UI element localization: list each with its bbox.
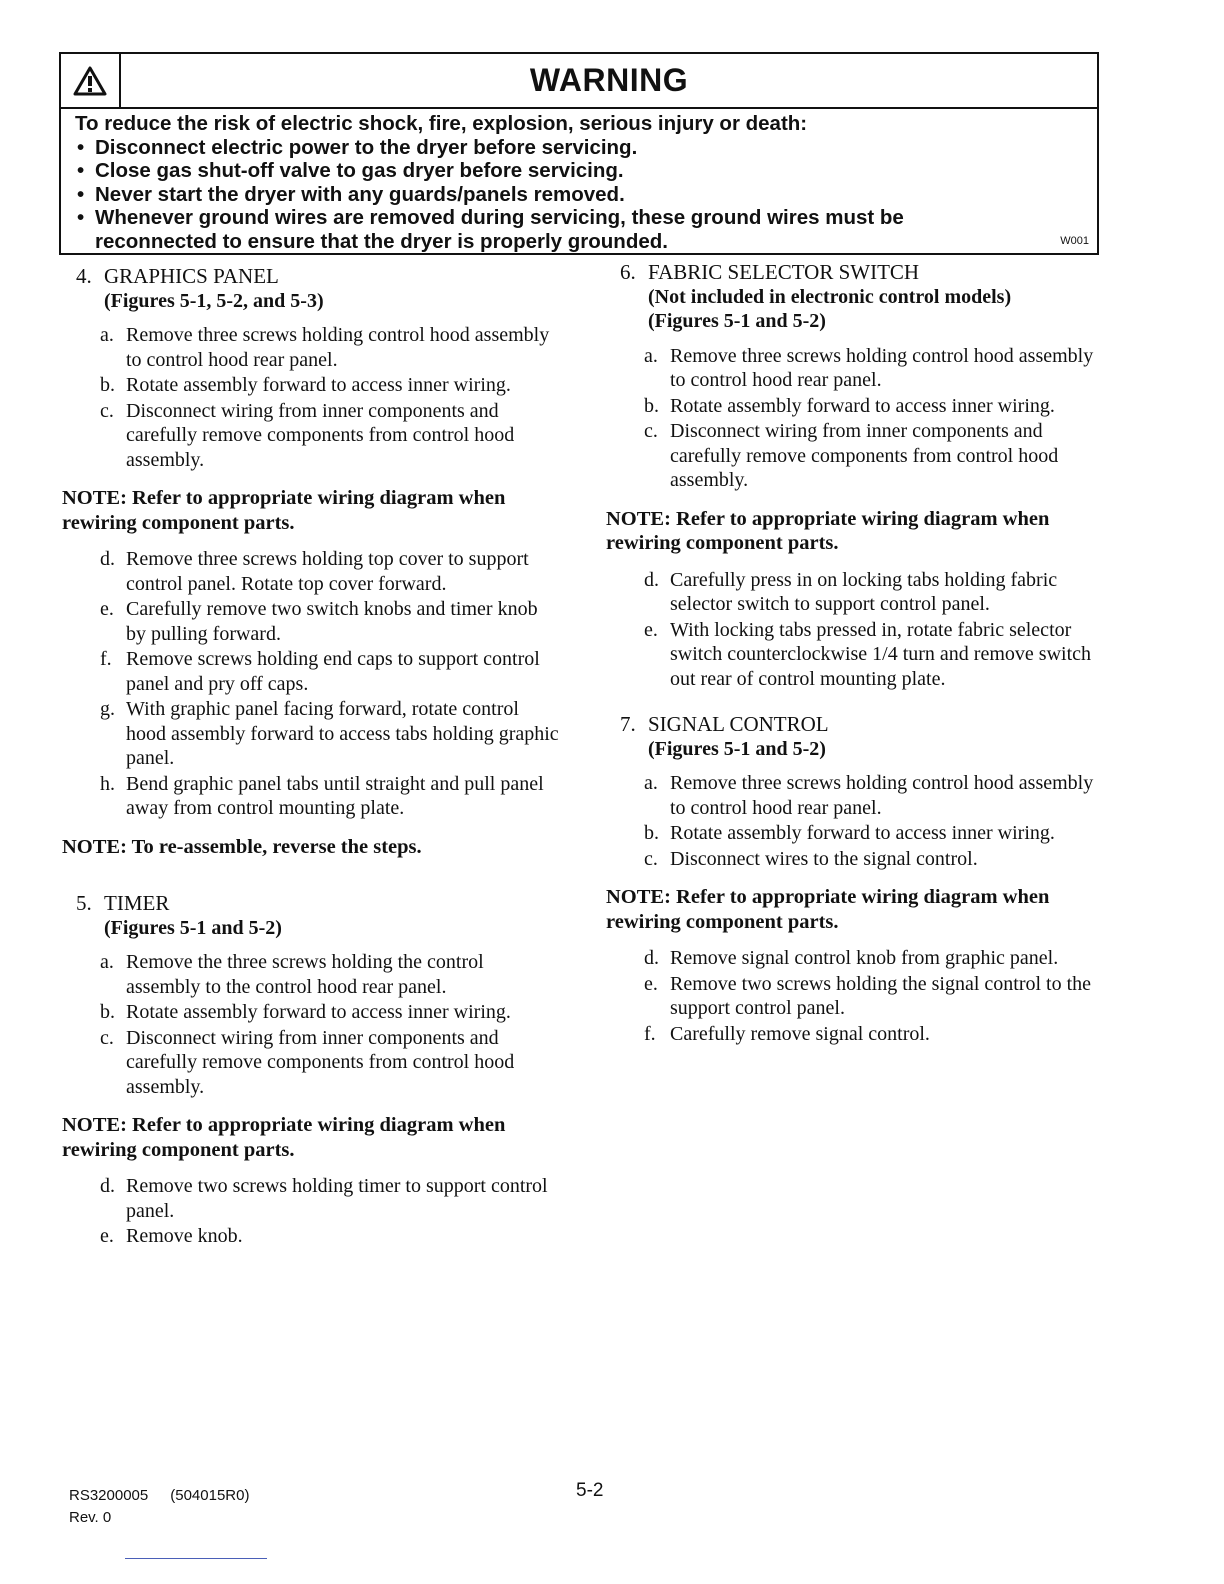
step-list bbox=[606, 344, 1106, 493]
section-title: TIMER bbox=[104, 891, 170, 915]
step-item: e. Remove knob. bbox=[100, 1225, 243, 1247]
step-item: e. With locking tabs pressed in, rotate fabric selector switch counterclockwise 1/4 turn and remove switch out rear of control mounting plate. bbox=[644, 618, 1091, 690]
step-item: c. Disconnect wires to the signal control. bbox=[644, 847, 978, 870]
note: NOTE: Refer to appropriate wiring diagram when rewiring component parts. bbox=[62, 487, 506, 534]
warning-item: • Disconnect electric power to the dryer before servicing. bbox=[75, 136, 1083, 160]
step-item: f. Carefully remove signal control. bbox=[644, 1022, 930, 1045]
step-list bbox=[606, 771, 1106, 871]
warning-header bbox=[61, 54, 1097, 109]
section-graphics-panel bbox=[62, 264, 562, 859]
part-number: (504015R0) bbox=[170, 1487, 250, 1504]
warning-title: WARNING bbox=[529, 62, 689, 98]
step-item: c. Disconnect wiring from inner components and carefully remove components from control hood assembly. bbox=[100, 399, 515, 471]
section-figures: (Figures 5-1 and 5-2) bbox=[104, 916, 282, 939]
warning-item: • Never start the dryer with any guards/panels removed. bbox=[75, 183, 1083, 207]
warning-item: • Whenever ground wires are removed during servicing, these ground wires must be reconnected to ensure that the dryer is properly grounded. bbox=[75, 206, 1083, 253]
revision: Rev. 0 bbox=[69, 1509, 112, 1526]
step-list bbox=[62, 323, 562, 472]
section-heading bbox=[606, 260, 1106, 285]
step-item: a. Remove three screws holding control hood assembly to control hood rear panel. bbox=[644, 344, 1094, 391]
document-id-line bbox=[69, 1485, 249, 1507]
section-fabric-selector bbox=[606, 260, 1106, 691]
section-title: GRAPHICS PANEL bbox=[104, 264, 279, 288]
step-item: b. Rotate assembly forward to access inner wiring. bbox=[100, 1001, 511, 1023]
step-item: g. With graphic panel facing forward, rotate control hood assembly forward to access tabs holding graphic panel. bbox=[100, 698, 559, 769]
step-item: a. Remove three screws holding control hood assembly to control hood rear panel. bbox=[100, 324, 550, 371]
step-item: d. Remove signal control knob from graphic panel. bbox=[644, 947, 1059, 969]
warning-body bbox=[75, 112, 1083, 253]
section-heading bbox=[606, 712, 1106, 737]
warning-code: W001 bbox=[1060, 235, 1089, 247]
section-title: SIGNAL CONTROL bbox=[648, 712, 829, 736]
step-list bbox=[62, 547, 562, 821]
section-figures: (Figures 5-1 and 5-2) bbox=[648, 310, 826, 332]
step-item: c. Disconnect wiring from inner components and carefully remove components from control hood assembly. bbox=[100, 1026, 515, 1098]
page-number: 5-2 bbox=[576, 1480, 604, 1501]
footer-divider bbox=[125, 1558, 267, 1559]
step-list bbox=[606, 568, 1106, 692]
note: NOTE: Refer to appropriate wiring diagram when rewiring component parts. bbox=[62, 1114, 506, 1161]
warning-list bbox=[75, 136, 1083, 254]
step-item: b. Rotate assembly forward to access inner wiring. bbox=[644, 394, 1055, 417]
warning-icon-cell bbox=[61, 54, 121, 107]
step-item: d. Remove three screws holding top cover to support control panel. Rotate top cover forward. bbox=[100, 548, 529, 595]
section-number: 7. bbox=[620, 712, 636, 736]
section-number: 4. bbox=[76, 264, 92, 288]
note: NOTE: To re-assemble, reverse the steps. bbox=[62, 835, 422, 858]
step-list bbox=[606, 946, 1106, 1046]
step-item: e. Carefully remove two switch knobs and timer knob by pulling forward. bbox=[100, 598, 538, 645]
step-item: d. Carefully press in on locking tabs holding fabric selector switch to support control panel. bbox=[644, 568, 1058, 615]
step-item: a. Remove the three screws holding the control assembly to the control hood rear panel. bbox=[100, 951, 484, 998]
section-timer bbox=[62, 891, 562, 1249]
step-item: a. Remove three screws holding control hood assembly to control hood rear panel. bbox=[644, 772, 1094, 819]
step-item: e. Remove two screws holding the signal control to the support control panel. bbox=[644, 972, 1092, 1019]
section-number: 5. bbox=[76, 891, 92, 915]
step-item: h. Bend graphic panel tabs until straight and pull panel away from control mounting plate. bbox=[100, 772, 544, 819]
section-figures: (Figures 5-1, 5-2, and 5-3) bbox=[104, 289, 324, 312]
section-title: FABRIC SELECTOR SWITCH bbox=[648, 260, 920, 284]
footer-doc-info bbox=[69, 1485, 249, 1529]
document-number: RS3200005 bbox=[69, 1487, 149, 1504]
warning-triangle-icon bbox=[73, 66, 107, 96]
note: NOTE: Refer to appropriate wiring diagram when rewiring component parts. bbox=[606, 886, 1050, 933]
note: NOTE: Refer to appropriate wiring diagram when rewiring component parts. bbox=[606, 507, 1050, 554]
warning-item: • Close gas shut-off valve to gas dryer before servicing. bbox=[75, 159, 1083, 183]
section-signal-control bbox=[606, 712, 1106, 1046]
step-item: f. Remove screws holding end caps to support control panel and pry off caps. bbox=[100, 648, 540, 695]
section-heading bbox=[62, 264, 562, 289]
warning-box bbox=[59, 52, 1099, 255]
step-item: d. Remove two screws holding timer to support control panel. bbox=[100, 1175, 548, 1222]
warning-lead: To reduce the risk of electric shock, fire, explosion, serious injury or death: bbox=[75, 112, 808, 135]
section-number: 6. bbox=[620, 260, 636, 284]
section-note-line: (Not included in electronic control models) bbox=[648, 285, 1012, 308]
step-item: b. Rotate assembly forward to access inner wiring. bbox=[100, 374, 511, 396]
section-heading bbox=[62, 891, 562, 916]
section-figures: (Figures 5-1 and 5-2) bbox=[648, 737, 826, 760]
left-column bbox=[62, 264, 562, 1250]
step-item: c. Disconnect wiring from inner components and carefully remove components from control hood assembly. bbox=[644, 420, 1059, 491]
right-column bbox=[606, 260, 1106, 1047]
step-list bbox=[62, 950, 562, 1099]
step-list bbox=[62, 1174, 562, 1249]
step-item: b. Rotate assembly forward to access inner wiring. bbox=[644, 822, 1055, 844]
